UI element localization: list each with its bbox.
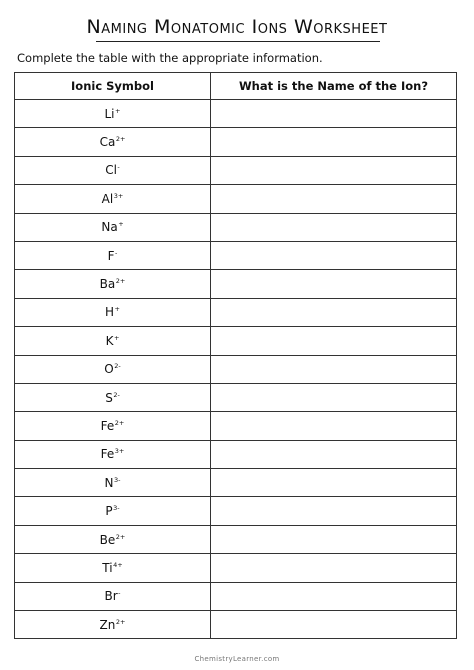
ionic-symbol-cell (15, 383, 211, 411)
ion-charge: 2+ (115, 135, 126, 144)
ionic-symbol-cell (15, 611, 211, 639)
table-row (15, 270, 457, 298)
table-row (15, 128, 457, 156)
ion-name-answer-cell[interactable] (211, 241, 457, 269)
ion-charge: 2+ (114, 418, 125, 427)
ion-name-answer-cell[interactable] (211, 298, 457, 326)
ion-name-answer-cell[interactable] (211, 582, 457, 610)
table-row (15, 100, 457, 128)
table-row (15, 554, 457, 582)
table-row (15, 355, 457, 383)
ion-charge: 3- (114, 475, 121, 484)
ion-charge: - (118, 589, 121, 598)
ion-charge: 3+ (114, 447, 125, 456)
ion-name-answer-cell[interactable] (211, 497, 457, 525)
ion-name-answer-cell[interactable] (211, 128, 457, 156)
ionic-symbol-cell (15, 582, 211, 610)
table-row (15, 469, 457, 497)
element-symbol: Ti (102, 560, 113, 575)
element-symbol: Zn (99, 617, 116, 632)
ion-charge: 4+ (113, 560, 123, 569)
table-row (15, 213, 457, 241)
ion-name-answer-cell[interactable] (211, 412, 457, 440)
worksheet-title: Naming Monatomic Ions Worksheet (86, 16, 388, 38)
ionic-symbol-cell (15, 497, 211, 525)
ion-charge: + (114, 305, 120, 314)
ionic-symbol-cell (15, 185, 211, 213)
table-body (15, 100, 457, 639)
ionic-symbol-cell (15, 241, 211, 269)
ion-name-answer-cell[interactable] (211, 469, 457, 497)
table-row (15, 185, 457, 213)
ion-name-answer-cell[interactable] (211, 213, 457, 241)
ionic-symbol-cell (15, 213, 211, 241)
element-symbol: Ca (99, 135, 116, 150)
element-symbol: Fe (100, 418, 115, 433)
element-symbol: K (105, 333, 114, 348)
ion-name-answer-cell[interactable] (211, 327, 457, 355)
ion-charge: 3+ (113, 191, 124, 200)
ion-name-answer-cell[interactable] (211, 611, 457, 639)
header-ion-name: What is the Name of the Ion? (211, 73, 457, 100)
element-symbol: Ba (99, 277, 116, 292)
footer-watermark: ChemistryLearner.com (194, 655, 280, 663)
title-underline (96, 41, 380, 42)
ion-name-answer-cell[interactable] (211, 100, 457, 128)
element-symbol: Na (101, 220, 118, 235)
table-row (15, 611, 457, 639)
element-symbol: H (105, 305, 115, 320)
table-row (15, 497, 457, 525)
header-ionic-symbol: Ionic Symbol (15, 73, 211, 100)
ion-name-answer-cell[interactable] (211, 156, 457, 184)
ionic-symbol-cell (15, 469, 211, 497)
ion-charge: 2+ (115, 617, 126, 626)
ion-name-answer-cell[interactable] (211, 355, 457, 383)
ion-charge: 2- (114, 362, 121, 371)
ion-charge: - (117, 163, 120, 172)
instructions-text: Complete the table with the appropriate information. (17, 51, 323, 65)
element-symbol: Fe (100, 447, 115, 462)
element-symbol: S (105, 390, 113, 405)
element-symbol: Br (104, 589, 118, 604)
ion-name-answer-cell[interactable] (211, 383, 457, 411)
table-row (15, 241, 457, 269)
table-row (15, 582, 457, 610)
ion-charge: + (115, 106, 121, 115)
table-row (15, 156, 457, 184)
ion-naming-table (14, 72, 457, 639)
table-row (15, 383, 457, 411)
ionic-symbol-cell (15, 156, 211, 184)
ion-name-answer-cell[interactable] (211, 440, 457, 468)
ionic-symbol-cell (15, 554, 211, 582)
ion-name-answer-cell[interactable] (211, 525, 457, 553)
element-symbol: Cl (105, 163, 117, 178)
element-symbol: Be (99, 532, 116, 547)
ion-charge: 2- (113, 390, 120, 399)
ionic-symbol-cell (15, 327, 211, 355)
ionic-symbol-cell (15, 298, 211, 326)
table-row (15, 525, 457, 553)
table-row (15, 298, 457, 326)
element-symbol: Al (101, 191, 114, 206)
ion-charge: - (115, 248, 118, 257)
element-symbol: O (104, 362, 114, 377)
ion-charge: + (113, 333, 120, 342)
ionic-symbol-cell (15, 270, 211, 298)
ion-charge: 2+ (115, 532, 126, 541)
element-symbol: F (107, 248, 115, 263)
ionic-symbol-cell (15, 525, 211, 553)
element-symbol: Li (104, 106, 115, 121)
ionic-symbol-cell (15, 440, 211, 468)
ionic-symbol-cell (15, 412, 211, 440)
ion-charge: + (118, 220, 124, 229)
table-row (15, 412, 457, 440)
ion-name-answer-cell[interactable] (211, 270, 457, 298)
ionic-symbol-cell (15, 100, 211, 128)
ion-charge: 2+ (115, 277, 126, 286)
ion-charge: 3- (113, 504, 120, 513)
element-symbol: N (104, 475, 114, 490)
ion-name-answer-cell[interactable] (211, 185, 457, 213)
table-header-row (15, 73, 457, 100)
ionic-symbol-cell (15, 128, 211, 156)
element-symbol: P (105, 504, 113, 519)
table-row (15, 327, 457, 355)
ionic-symbol-cell (15, 355, 211, 383)
table-row (15, 440, 457, 468)
ion-name-answer-cell[interactable] (211, 554, 457, 582)
